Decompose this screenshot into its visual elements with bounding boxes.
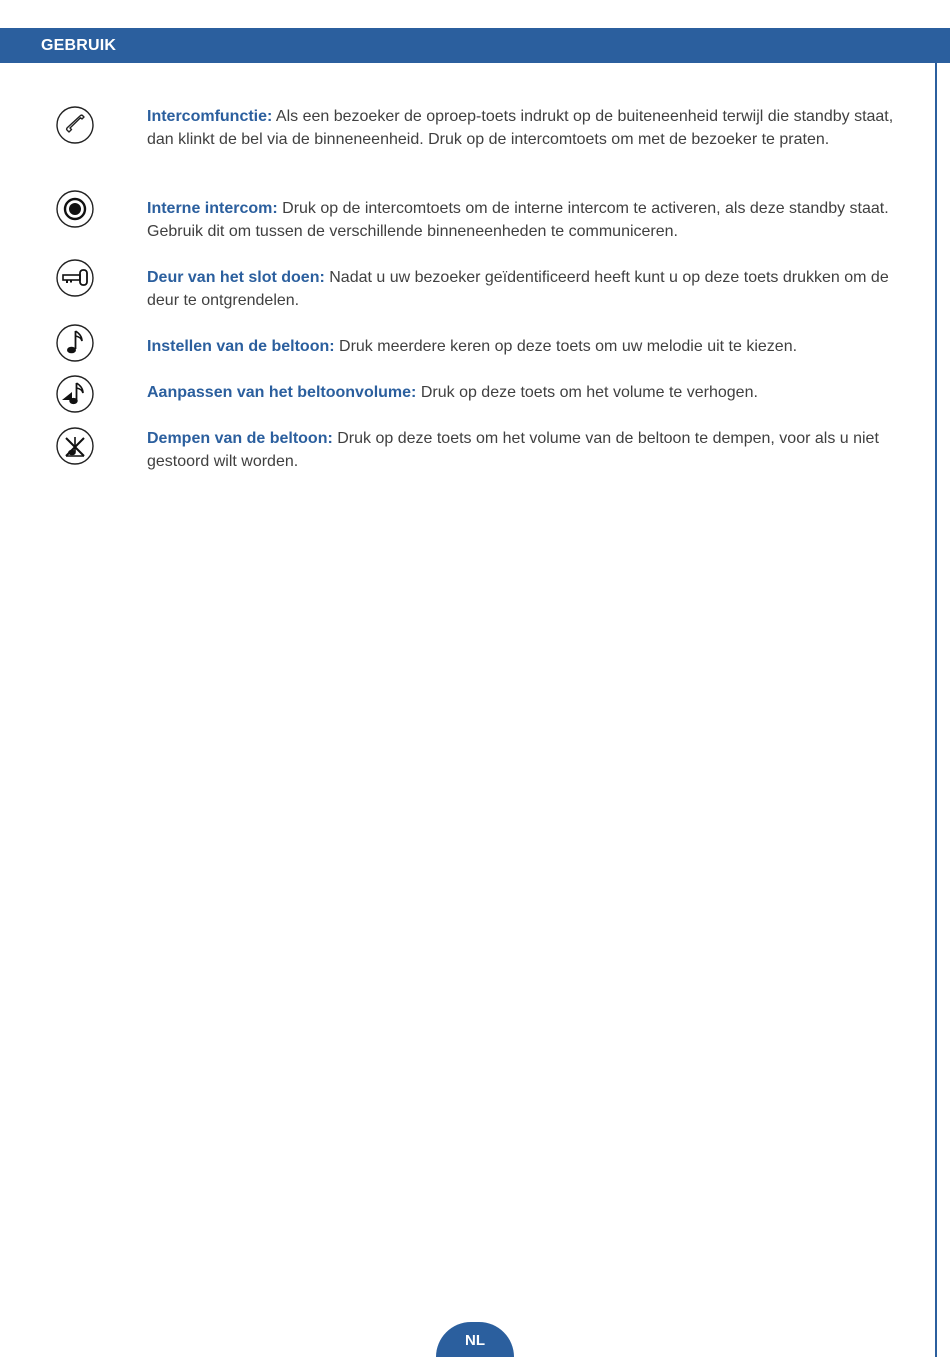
item-text: [147, 427, 907, 473]
item-text: [147, 197, 907, 243]
section-header-bar: [0, 28, 950, 63]
section-title: GEBRUIK: [41, 37, 117, 54]
music-note-icon: [55, 323, 95, 363]
item-term: Interne intercom:: [147, 200, 278, 217]
item-term: Deur van het slot doen:: [147, 269, 325, 286]
item-text: [147, 266, 907, 312]
item-term: Dempen van de beltoon:: [147, 430, 333, 447]
item-description: Druk meerdere keren op deze toets om uw melodie uit te kiezen.: [334, 338, 798, 355]
mute-icon: [55, 426, 95, 466]
language-label: NL: [465, 1332, 485, 1349]
item-description: Nadat u uw bezoeker geïdentificeerd heeft kunt u op deze toets drukken om de deur te ontgrendelen.: [147, 269, 889, 309]
item-text: [147, 105, 907, 151]
item-text: [147, 335, 907, 358]
item-description: Druk op deze toets om het volume van de beltoon te dempen, voor als u niet gestoord wilt worden.: [147, 430, 879, 470]
key-icon: [55, 258, 95, 298]
item-description: Druk op de intercomtoets om de interne intercom te activeren, als deze standby staat. Gebruik dit om tussen de verschillende binneneenheden te communiceren.: [147, 200, 889, 240]
handset-icon: [55, 105, 95, 145]
item-term: Instellen van de beltoon:: [147, 338, 335, 355]
item-description: Als een bezoeker de oproep-toets indrukt op de buiteneenheid terwijl die standby staat, dan klinkt de bel via de binneneenheid. Druk op de intercomtoets om met de bezoeker te praten.: [147, 108, 894, 148]
item-term: Intercomfunctie:: [147, 108, 273, 125]
language-page-tab: [436, 1322, 514, 1357]
volume-note-icon: [55, 374, 95, 414]
intercom-dot-icon: [55, 189, 95, 229]
item-text: [147, 381, 907, 404]
item-description: Druk op deze toets om het volume te verhogen.: [416, 384, 758, 401]
right-margin-rule: [935, 63, 937, 1357]
item-term: Aanpassen van het beltoonvolume:: [147, 384, 417, 401]
